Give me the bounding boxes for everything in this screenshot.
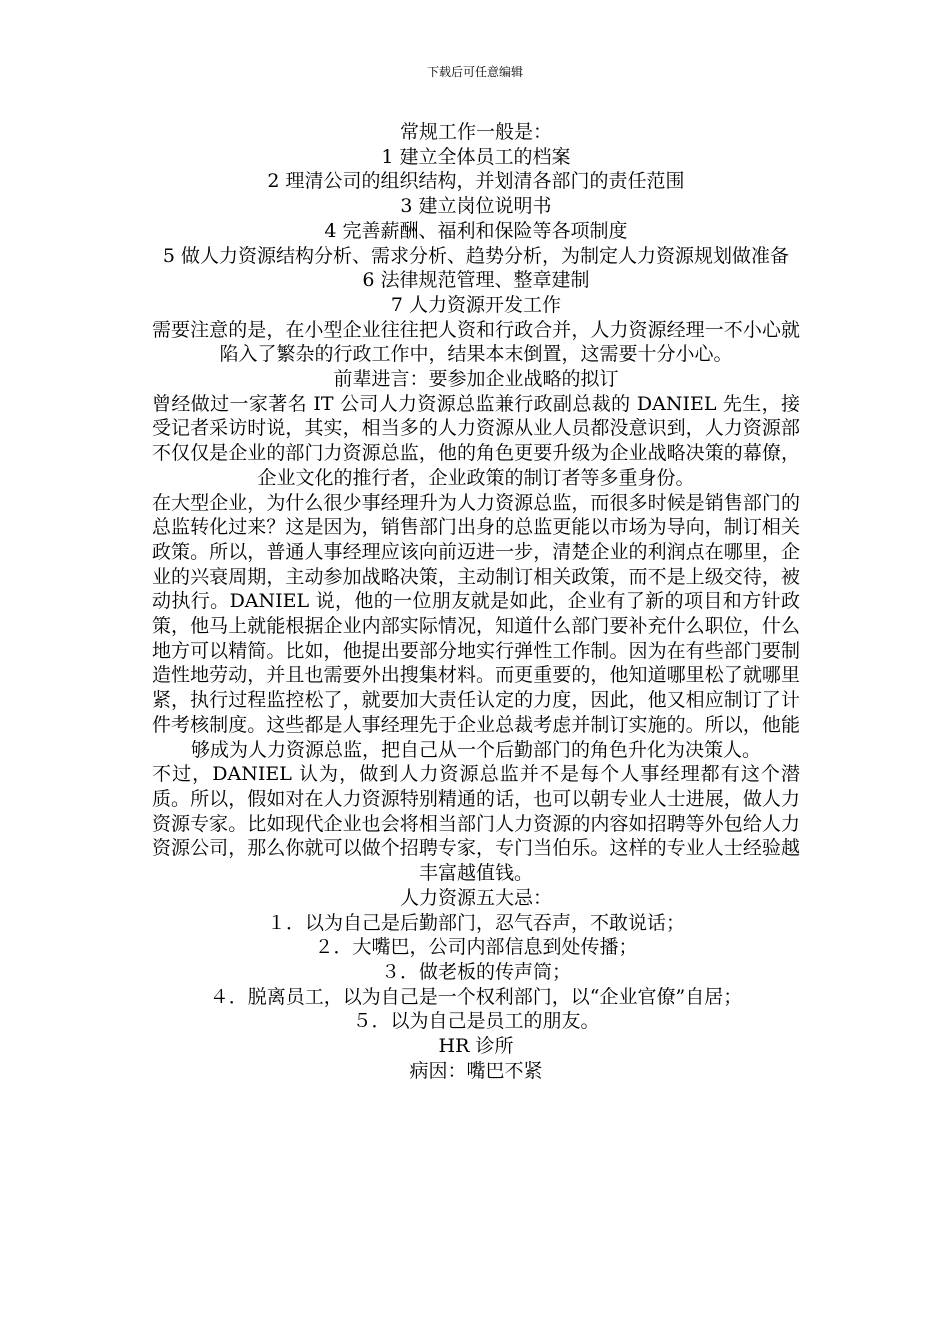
list-item-2: 2 理清公司的组织结构，并划清各部门的责任范围 <box>267 170 685 193</box>
list-item-7: 7 人力资源开发工作 <box>390 293 562 316</box>
taboo-item-2: ２．大嘴巴，公司内部信息到处传播； <box>314 936 638 959</box>
list-item-1: 1 建立全体员工的档案 <box>381 145 571 168</box>
section-subheading-cause: 病因：嘴巴不紧 <box>409 1059 543 1082</box>
section-heading-routine-work: 常规工作一般是： <box>399 121 552 143</box>
document-body <box>152 120 800 1083</box>
section-heading-five-taboos: 人力资源五大忌： <box>399 886 552 909</box>
taboo-item-5: ５．以为自己是员工的朋友。 <box>352 1010 600 1033</box>
body-paragraph-specialist: 不过，DANIEL 认为，做到人力资源总监并不是每个人事经理都有这个潜质。所以，假如对在人力资源特别精通的话，也可以朝专业人士进展，做人力资源专家。比如现代企业也会将相当部门人力资源的内容如招聘等外包给人力资源公司，那么你就可以做个招聘专家，专门当伯乐。这样的专业人士经验越丰富越值钱。 <box>152 763 800 885</box>
taboo-item-3: ３．做老板的传声筒； <box>380 960 571 983</box>
section-heading-advice: 前辈进言：要参加企业战略的拟订 <box>333 368 619 391</box>
list-item-4: 4 完善薪酬、福利和保险等各项制度 <box>324 219 628 242</box>
taboo-item-1: １．以为自己是后勤部门，忍气吞声，不敢说话； <box>266 911 685 934</box>
list-item-3: 3 建立岗位说明书 <box>400 195 552 218</box>
list-item-5: 5 做人力资源结构分析、需求分析、趋势分析，为制定人力资源规划做准备 <box>162 244 790 267</box>
note-paragraph: 需要注意的是，在小型企业往往把人资和行政合并，人力资源经理一不小心就陷入了繁杂的行政工作中，结果本末倒置，这需要十分小心。 <box>152 318 800 366</box>
page-header: 下载后可任意编辑 <box>426 65 523 79</box>
section-heading-hr-clinic: HR 诊所 <box>438 1035 514 1058</box>
taboo-item-4: ４．脱离员工，以为自己是一个权利部门，以“企业官僚”自居； <box>209 985 743 1008</box>
list-item-6: 6 法律规范管理、整章建制 <box>362 269 590 292</box>
body-paragraph-large-enterprise: 在大型企业，为什么很少事经理升为人力资源总监，而很多时候是销售部门的总监转化过来？这是因为，销售部门出身的总监更能以市场为导向，制订相关政策。所以，普通人事经理应该向前迈进一步，清楚企业的利润点在哪里，企业的兴衰周期，主动参加战略决策，主动制订相关政策，而不是上级交待，被动执行。DANIEL 说，他的一位朋友就是如此，企业有了新的项目和方针政策，他马上就能根据企业内部实际情况，知道什么部门要补充什么职位，什么地方可以精简。比如，他提出要部分地实行弹性工作制。因为在有些部门要制造性地劳动，并且也需要外出搜集材料。而更重要的，他知道哪里松了就哪里紧，执行过程监控松了，就要加大责任认定的力度，因此，他又相应制订了计件考核制度。这些都是人事经理先于企业总裁考虑并制订实施的。所以，他能够成为人力资源总监，把自己从一个后勤部门的角色升化为决策人。 <box>152 491 800 761</box>
body-paragraph-daniel-intro: 曾经做过一家著名 IT 公司人力资源总监兼行政副总裁的 DANIEL 先生，接受记者采访时说，其实，相当多的人力资源从业人员都没意识到，人力资源部不仅仅是企业的部门力资源总监，他的角色更要升级为企业战略决策的幕僚，企业文化的推行者，企业政策的制订者等多重身份。 <box>152 392 800 489</box>
